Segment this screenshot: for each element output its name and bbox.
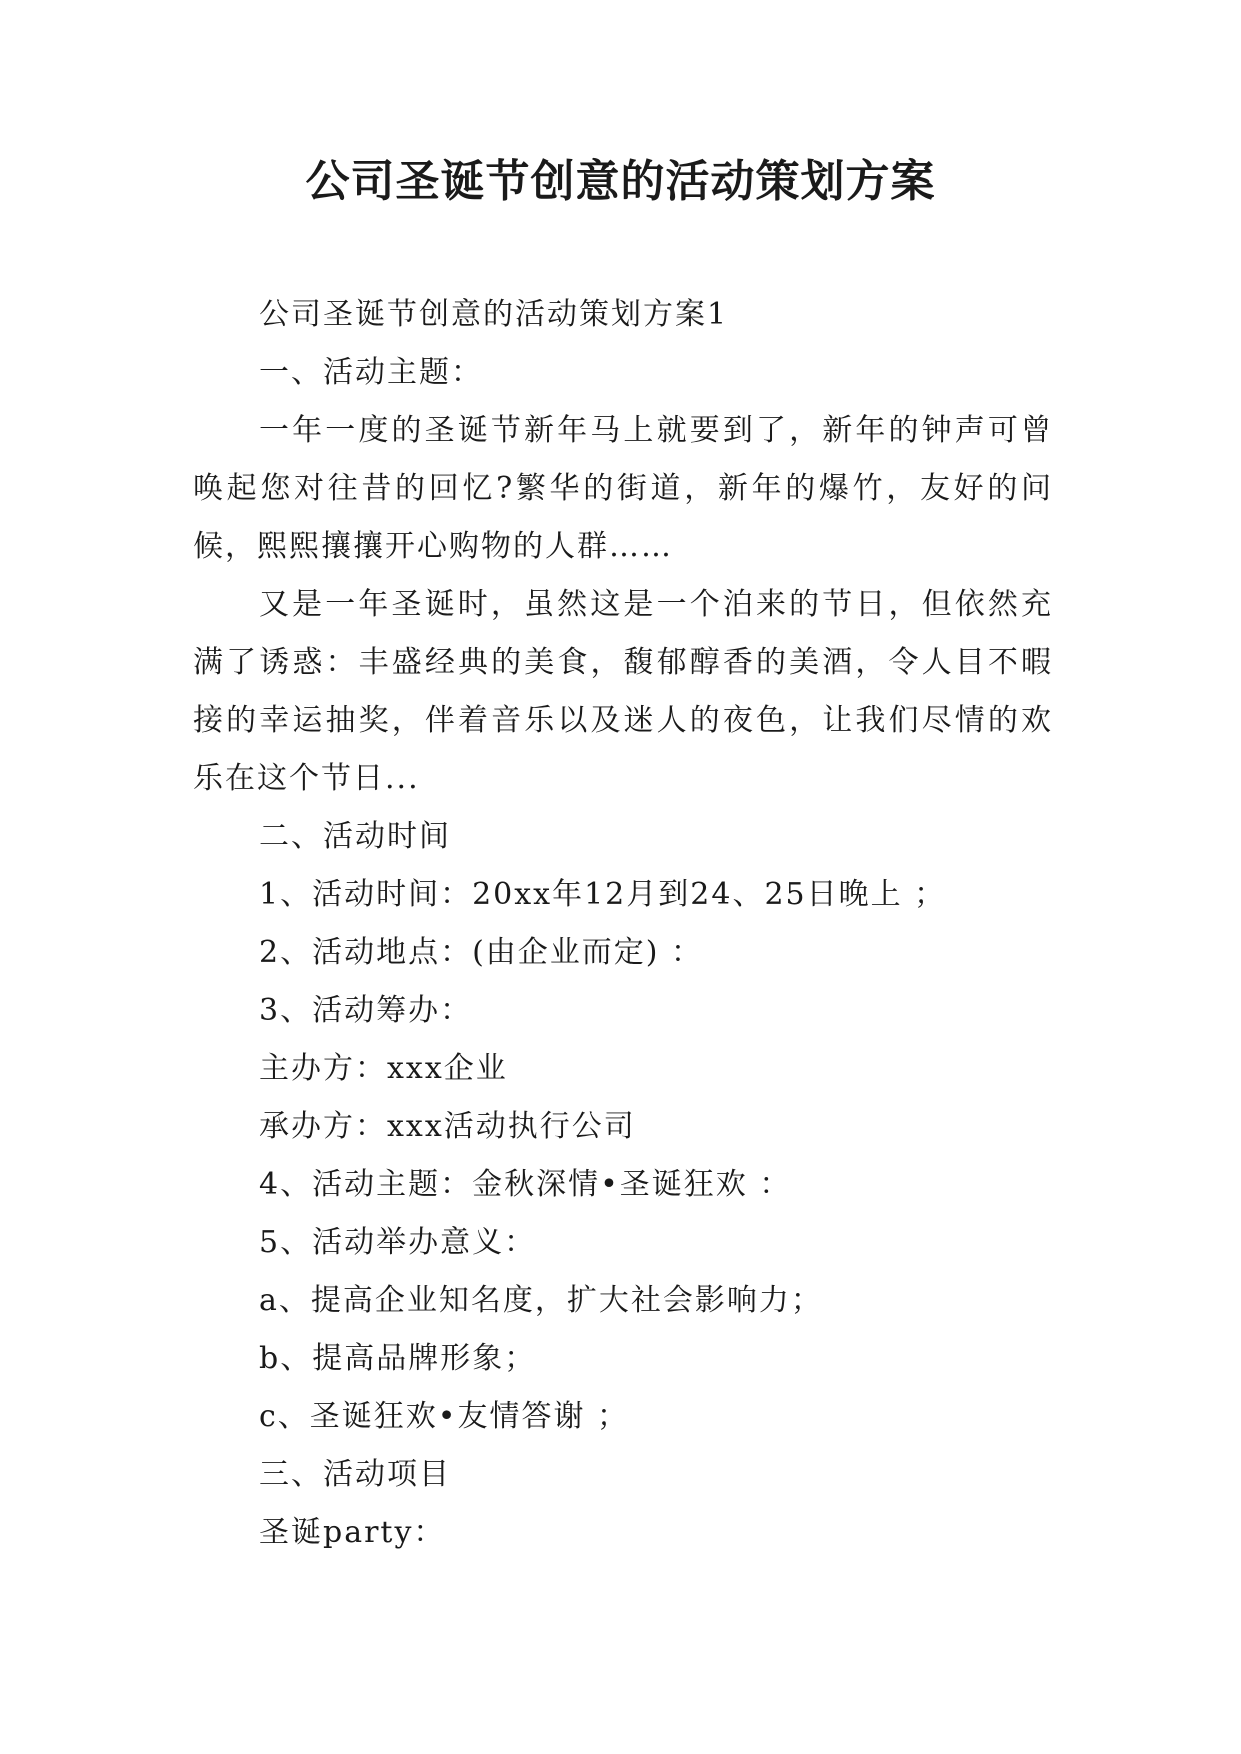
section-heading-time: 二、活动时间 (259, 819, 451, 854)
paragraph-intro: 一年一度的圣诞节新年马上就要到了，新年的钟声可曾唤起您对往昔的回忆?繁华的街道，新年的爆竹，友好的问候，熙熙攘攘开心购物的人群…… (193, 413, 1053, 564)
item-christmas-party: 圣诞party： (259, 1515, 446, 1550)
document-body (193, 286, 1053, 1562)
document-title: 公司圣诞节创意的活动策划方案 (305, 156, 936, 207)
section-heading-projects: 三、活动项目 (259, 1457, 451, 1492)
item-organizer: 承办方：xxx活动执行公司 (259, 1109, 636, 1144)
item-significance-b: b、提高品牌形象； (259, 1341, 537, 1376)
section-heading-theme: 一、活动主题： (259, 355, 483, 390)
item-activity-theme: 4、活动主题：金秋深情•圣诞狂欢 ： (259, 1167, 792, 1202)
item-activity-significance: 5、活动举办意义： (259, 1225, 537, 1260)
paragraph-christmas: 又是一年圣诞时，虽然这是一个泊来的节日，但依然充满了诱惑：丰盛经典的美食，馥郁醇香的美酒，令人目不暇接的幸运抽奖，伴着音乐以及迷人的夜色，让我们尽情的欢乐在这个节日... (193, 587, 1053, 796)
item-significance-c: c、圣诞狂欢•友情答谢 ； (259, 1399, 630, 1434)
item-significance-a: a、提高企业知名度，扩大社会影响力； (259, 1283, 823, 1318)
item-activity-location: 2、活动地点：(由企业而定) ： (259, 935, 704, 970)
item-activity-time: 1、活动时间：20xx年12月到24、25日晚上 ； (259, 877, 947, 912)
item-activity-organizing: 3、活动筹办： (259, 993, 473, 1028)
section-heading-plan-1: 公司圣诞节创意的活动策划方案1 (259, 297, 729, 332)
item-host: 主办方：xxx企业 (259, 1051, 508, 1086)
